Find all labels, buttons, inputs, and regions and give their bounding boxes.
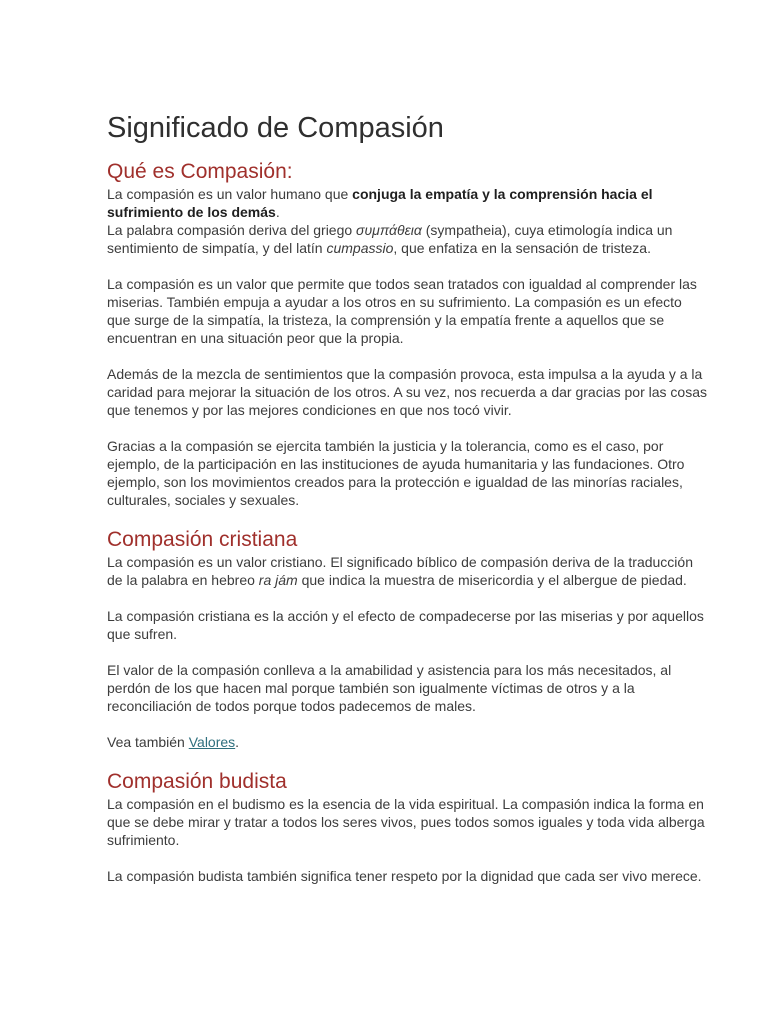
- section-heading-budista: Compasión budista: [107, 770, 287, 793]
- paragraph: La compasión es un valor que permite que todos sean tratados con igualdad al comprender las miserias. También empuja a ayudar a los otros en su sufrimiento. La compasión es un efecto que surge de la simpatía, la tristeza, la comprensión y la empatía frente a aquellos que se encuentran en una situación peor que la propia.: [107, 276, 697, 346]
- paragraph: Además de la mezcla de sentimientos que la compasión provoca, esta impulsa a la ayuda y a la caridad para mejorar la situación de los otros. A su vez, nos recuerda a dar gracias por las cosas que tenemos y por las mejores condiciones en que nos tocó vivir.: [107, 366, 707, 418]
- paragraph-etymology: [107, 221, 708, 257]
- bold-text: conjuga la empatía y la comprensión hacia el sufrimiento de los demás: [107, 186, 653, 220]
- text-span: .: [235, 734, 240, 750]
- greek-term: συμπάθεια: [356, 222, 422, 238]
- paragraph: [107, 553, 708, 589]
- text-span: La compasión es un valor cristiano. El significado bíblico de compasión deriva de la traducción de la palabra en hebreo: [107, 554, 693, 588]
- paragraph: Gracias a la compasión se ejercita también la justicia y la tolerancia, como es el caso, por ejemplo, de la participación en las instituciones de ayuda humanitaria y las fundaciones. Otro ejemplo, son los movimientos creados para la protección e igualdad de las minorías raciales, culturales, sociales y sexuales.: [107, 438, 685, 508]
- section-heading-cristiana: Compasión cristiana: [107, 528, 298, 551]
- page-title: Significado de Compasión: [107, 112, 444, 144]
- paragraph-definition: [107, 185, 708, 221]
- latin-term: cumpassio: [326, 240, 394, 256]
- paragraph: La compasión en el budismo es la esencia de la vida espiritual. La compasión indica la forma en que se debe mirar y tratar a todos los seres vivos, pues todos somos iguales y toda vida alberga sufrimiento.: [107, 796, 705, 848]
- text-span: .: [275, 204, 280, 220]
- text-span: Vea también: [107, 734, 189, 750]
- paragraph: El valor de la compasión conlleva a la amabilidad y asistencia para los más necesitados, al perdón de los que hacen mal porque también son igualmente víctimas de otros y a la reconciliación de todos porque todos padecemos de males.: [107, 662, 672, 714]
- paragraph-see-also: [107, 733, 708, 751]
- text-span: La palabra compasión deriva del griego: [107, 222, 357, 238]
- section-heading-que-es: Qué es Compasión:: [107, 160, 293, 183]
- text-span: que indica la muestra de misericordia y el albergue de piedad.: [297, 572, 687, 588]
- text-span: La compasión es un valor humano que: [107, 186, 353, 202]
- paragraph: La compasión cristiana es la acción y el efecto de compadecerse por las miserias y por aquellos que sufren.: [107, 608, 704, 642]
- valores-link[interactable]: Valores: [188, 734, 236, 750]
- paragraph: La compasión budista también significa tener respeto por la dignidad que cada ser vivo merece.: [107, 868, 702, 884]
- text-span: , que enfatiza en la sensación de tristeza.: [393, 240, 651, 256]
- text-span: (sympatheia), cuya etimología indica un sentimiento de simpatía, y del latín: [107, 222, 673, 256]
- hebrew-term: ra jám: [258, 572, 298, 588]
